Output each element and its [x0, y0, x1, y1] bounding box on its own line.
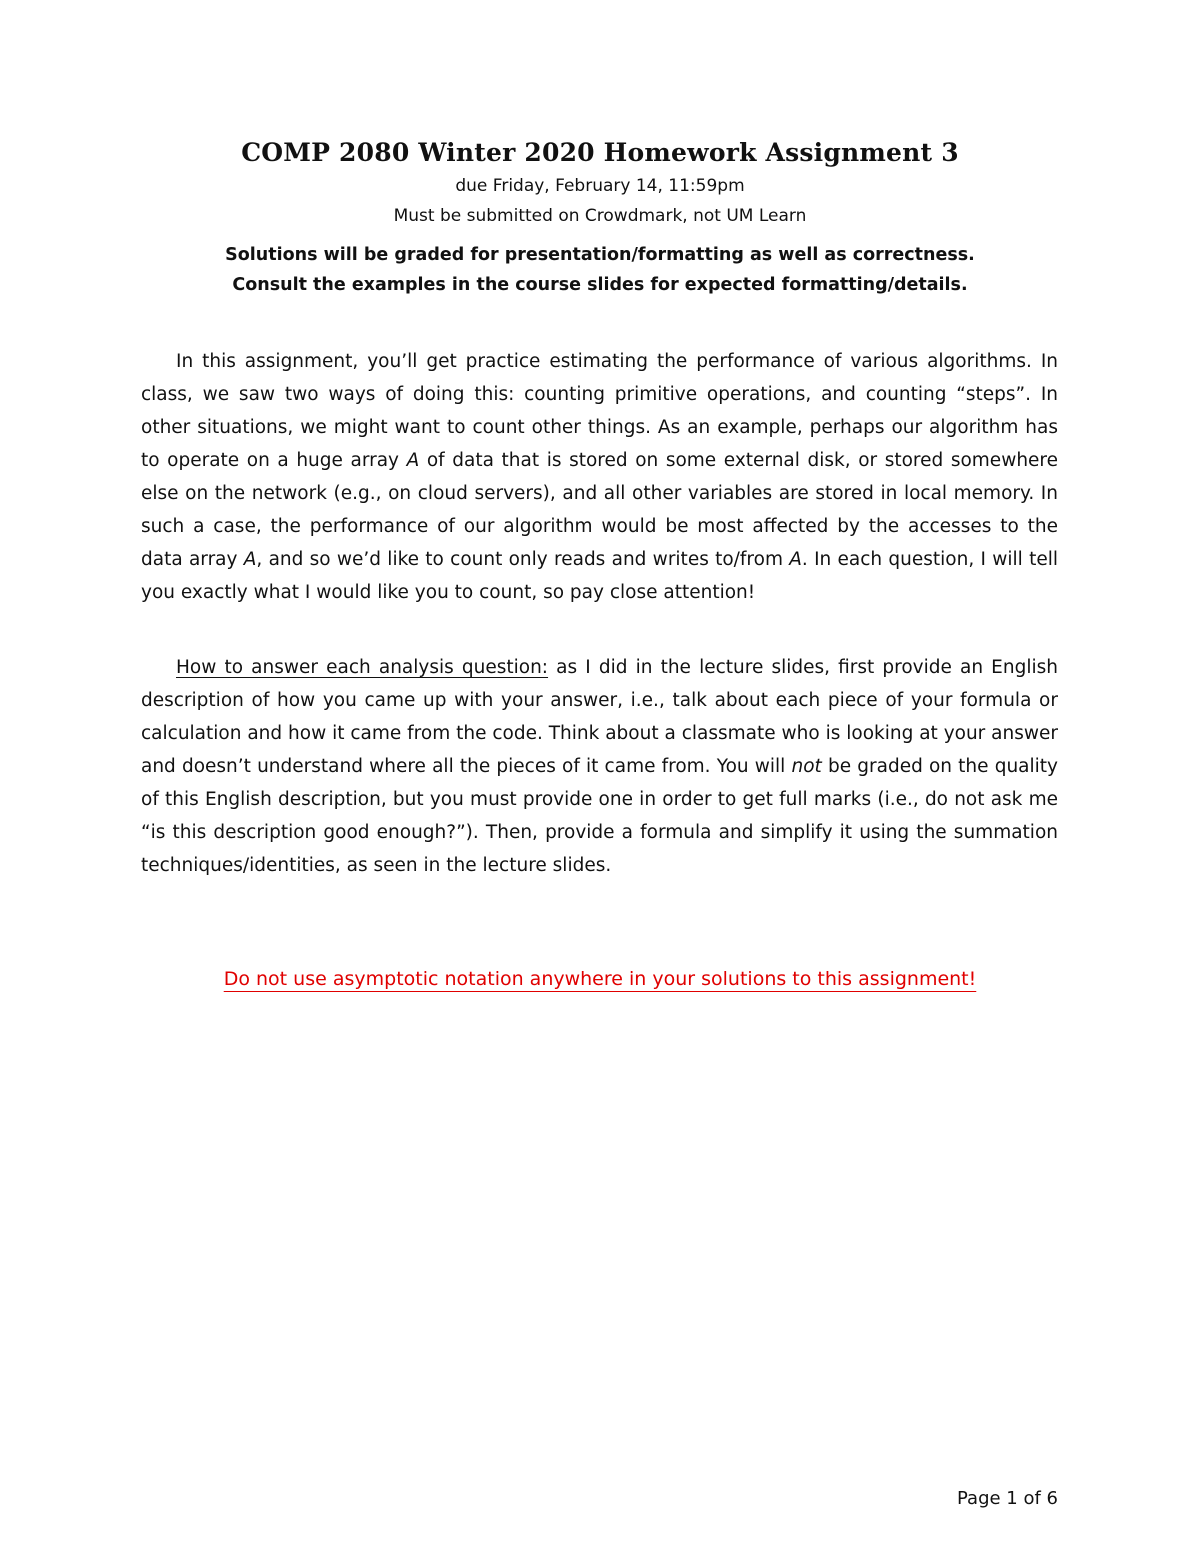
document-title: COMP 2080 Winter 2020 Homework Assignment 3: [241, 138, 959, 167]
intro-paragraph: [141, 345, 1058, 609]
howto-heading: How to answer each analysis question:: [176, 657, 549, 678]
array-variable: A: [243, 549, 257, 570]
submission-instructions: Must be submitted on Crowdmark, not UM Learn: [393, 206, 807, 226]
due-date: due Friday, February 14, 11:59pm: [455, 176, 745, 196]
page-number: Page 1 of 6: [957, 1488, 1058, 1509]
asymptotic-warning-text: Do not use asymptotic notation anywhere in your solutions to this assignment!: [223, 968, 977, 990]
intro-text-2: of data that is stored on some external disk, or stored somewhere else on the network (e.g., on cloud servers), and all other variables are stored in local memory. In such a case, the performance of our algorithm would be most affected by the accesses to the data array: [141, 450, 1059, 570]
intro-text-1: In this assignment, you’ll get practice estimating the performance of various algorithms. In class, we saw two ways of doing this: counting primitive operations, and counting “steps”. In other situations, we might want to count other things. As an example, perhaps our algorithm has to operate on a huge array: [141, 351, 1058, 471]
asymptotic-warning: [140, 968, 1060, 990]
intro-text-3: , and so we’d like to count only reads and writes to/from: [256, 549, 790, 570]
array-variable: A: [789, 549, 802, 570]
grading-notice-line-2: Consult the examples in the course slides for expected formatting/details.: [232, 275, 968, 295]
array-variable: A: [406, 450, 420, 471]
howto-paragraph: [141, 651, 1058, 882]
grading-notice-line-1: Solutions will be graded for presentation/formatting as well as correctness.: [225, 245, 975, 265]
intro-text-4: . In each question, I will tell you exactly what I would like you to count, so pay close attention!: [141, 549, 1058, 603]
howto-emphasis: not: [791, 756, 822, 777]
howto-text-1: as I did in the lecture slides, first provide an English description of how you came up with your answer, i.e., talk about each piece of your formula or calculation and how it came from the code. Think about a classmate who is looking at your answer and doesn’t understand where all the pieces of it came from. You will: [141, 657, 1058, 777]
howto-text-2: be graded on the quality of this English description, but you must provide one in order to get full marks (i.e., do not ask me “is this description good enough?”). Then, provide a formula and simplify it using the summation techniques/identities, as seen in the lecture slides.: [141, 756, 1058, 876]
